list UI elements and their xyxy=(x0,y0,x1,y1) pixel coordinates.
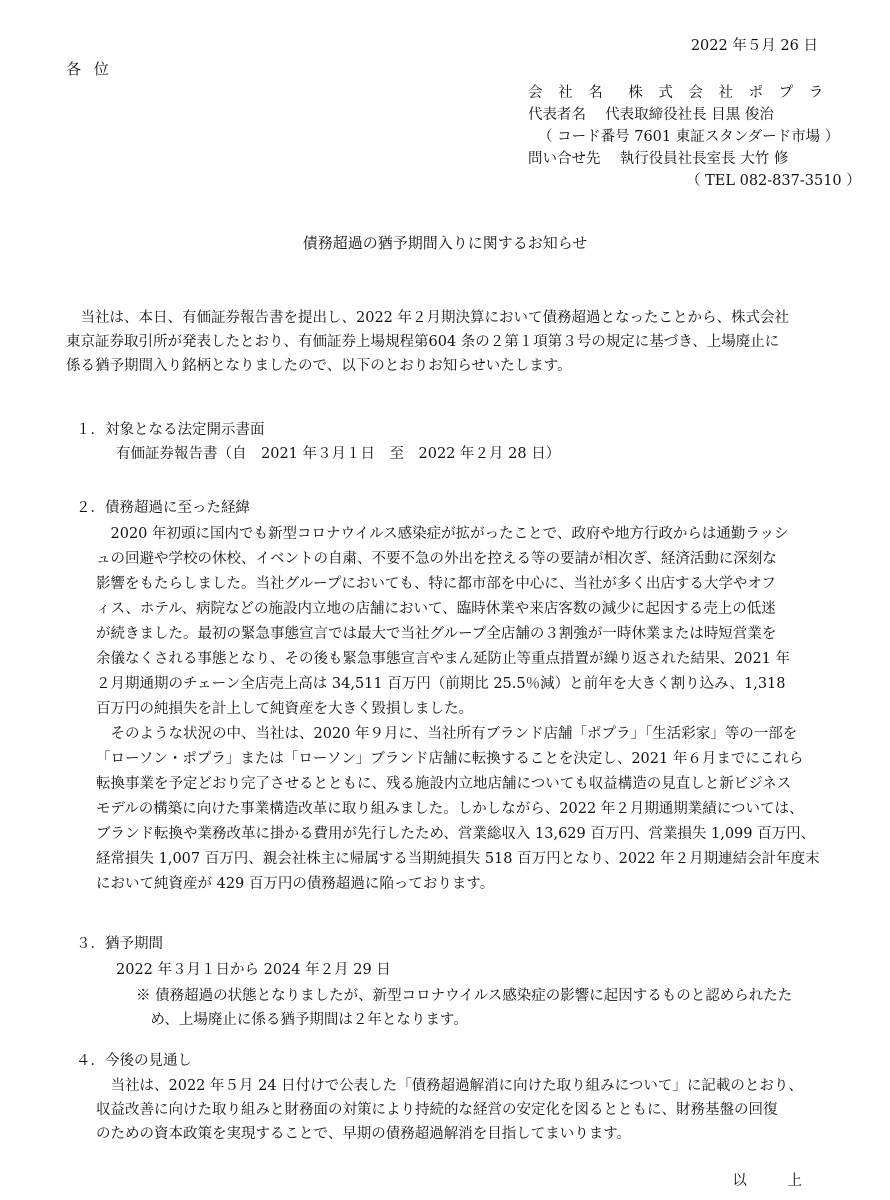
company-name: 会 社 名 株 式 会 社 ポ プ ラ xyxy=(528,85,829,101)
section-2-line: 2020 年初頭に国内でも新型コロナウイルス感染症が拡がったことで、政府や地方行政からは通勤ラッシ xyxy=(96,526,789,542)
contact-tel: （ TEL 082-837-3510 ） xyxy=(686,173,861,189)
section-4-line: 当社は、2022 年５月 24 日付けで公表した「債務超過解消に向けた取り組みについて」に記載のとおり、 xyxy=(96,1078,803,1094)
section-1-heading: １．対象となる法定開示書面 xyxy=(76,422,265,438)
section-3-note xyxy=(136,984,792,1032)
section-2-heading: ２．債務超過に至った経緯 xyxy=(76,500,250,516)
section-3-note-line: ※ 債務超過の状態となりましたが、新型コロナウイルス感染症の影響に起因するものと認められたた xyxy=(136,988,793,1004)
section-4-line: のための資本政策を実現することで、早期の債務超過解消を目指してまいります。 xyxy=(96,1126,632,1142)
section-2-line: 転換事業を予定どおり完了させるとともに、残る施設内立地店舗についても収益構造の見直しと新ビジネス xyxy=(96,776,792,792)
stock-code: （ コード番号 7601 東証スタンダード市場 ） xyxy=(538,129,840,145)
document-title: 債務超過の猶予期間入りに関するお知らせ xyxy=(302,234,588,252)
section-1-body: 有価証券報告書（自 2021 年３月１日 至 2022 年２月 28 日） xyxy=(116,446,561,462)
intro-paragraph xyxy=(66,306,789,378)
section-2-line: が続きました。最初の緊急事態宣言では最大で当社グループ全店舗の３割強が一時休業または時短営業を xyxy=(96,626,777,642)
section-2-line: そのような状況の中、当社は、2020 年９月に、当社所有ブランド店舗「ポプラ」「生活彩家」等の一部を xyxy=(96,726,798,742)
intro-line: 東京証券取引所が発表したとおり、有価証券上場規程第604 条の２第１項第３号の規定に基づき、上場廃止に xyxy=(66,334,780,350)
representative: 代表者名 代表取締役社長 目黒 俊治 xyxy=(528,107,774,123)
section-4-line: 収益改善に向けた取り組みと財務面の対策により持続的な経営の安定化を図るとともに、財務基盤の回復 xyxy=(96,1102,778,1118)
section-2-line: において純資産が 429 百万円の債務超過に陥っております。 xyxy=(96,876,495,892)
document-date: 2022 年５月 26 日 xyxy=(690,38,818,54)
section-2-line: ２月期通期のチェーン全店売上高は 34,511 百万円（前期比 25.5％減）と前年を大きく割り込み、1,318 xyxy=(96,676,786,692)
section-2-line: 余儀なくされる事態となり、その後も緊急事態宣言やまん延防止等重点措置が繰り返された結果、2021 年 xyxy=(96,651,791,667)
section-2-line: 百万円の純損失を計上して純資産を大きく毀損しました。 xyxy=(96,701,473,717)
section-2-line: ィス、ホテル、病院などの施設内立地の店舗において、臨時休業や来店客数の減少に起因する売上の低迷 xyxy=(96,601,776,617)
addressee: 各 位 xyxy=(66,60,113,78)
contact-person: 問い合せ先 執行役員社長室長 大竹 修 xyxy=(528,151,789,167)
section-4-body xyxy=(96,1074,803,1146)
section-2-line: 「ローソン・ポプラ」または「ローソン」ブランド店舗に転換することを決定し、2021 年６月までにこれら xyxy=(96,751,804,767)
section-3-note-line: め、上場廃止に係る猶予期間は２年となります。 xyxy=(136,1012,468,1028)
section-3-heading: ３．猶予期間 xyxy=(76,936,163,952)
section-2-line: 経常損失 1,007 百万円、親会社株主に帰属する当期純損失 518 百万円となり、2022 年２月期連結会計年度末 xyxy=(96,851,820,867)
intro-line: 当社は、本日、有価証券報告書を提出し、2022 年２月期決算において債務超過となったことから、株式会社 xyxy=(66,310,790,326)
section-3-period: 2022 年３月１日から 2024 年２月 29 日 xyxy=(116,962,391,978)
section-2-body xyxy=(96,522,820,897)
intro-line: 係る猶予期間入り銘柄となりましたので、以下のとおりお知らせいたします。 xyxy=(66,358,572,374)
section-4-heading: ４．今後の見通し xyxy=(76,1053,192,1069)
section-2-line: 影響をもたらしました。当社グループにおいても、特に都市部を中心に、当社が多く出店する大学やオフ xyxy=(96,576,776,592)
section-2-line: モデルの構築に向けた事業構造改革に取り組みました。しかしながら、2022 年２月期通期業績については、 xyxy=(96,801,804,817)
company-info-block xyxy=(528,82,861,192)
closing-mark: 以 上 xyxy=(732,1173,820,1189)
section-2-line: ブランド転換や業務改革に掛かる費用が先行したため、営業総収入 13,629 百万円、営業損失 1,099 百万円、 xyxy=(96,826,816,842)
section-2-line: ュの回避や学校の休校、イベントの自粛、不要不急の外出を控える等の要請が相次ぎ、経済活動に深刻な xyxy=(96,551,777,567)
